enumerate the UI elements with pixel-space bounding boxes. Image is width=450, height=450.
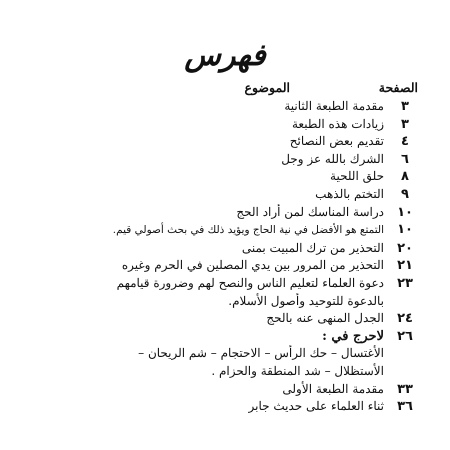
entry-title: لاحرج في : <box>322 328 384 344</box>
entry-page-number: ٢٦ <box>397 328 413 344</box>
entry-page-number: ٣٦ <box>397 399 413 415</box>
toc-entry <box>18 186 418 204</box>
entry-title: الشرك بالله عز وجل <box>281 151 384 166</box>
entry-page-number: ٣ <box>401 116 409 132</box>
toc-entry <box>18 398 418 416</box>
toc-entry-continuation <box>18 363 418 381</box>
entry-page-number: ٢٤ <box>397 311 413 327</box>
entry-title: التحذير من ترك المبيت بمنى <box>241 240 384 255</box>
page-column-header: الصفحة <box>378 80 418 95</box>
entry-title: الجدل المنهى عنه بالحج <box>266 311 384 326</box>
toc-entry-continuation <box>18 345 418 363</box>
toc-entry <box>18 133 418 151</box>
toc-entry <box>18 98 418 116</box>
entry-title: التختم بالذهب <box>315 186 384 201</box>
toc-entry <box>18 204 418 222</box>
entry-page-number: ٩ <box>401 186 409 202</box>
entry-page-number: ٨ <box>401 169 409 185</box>
entry-title: مقدمة الطبعة الثانية <box>284 99 384 113</box>
entry-page-number: ٢٣ <box>397 275 413 291</box>
entry-title: دعوة العلماء لتعليم الناس والنصح لهم وضرورة قيامهم <box>116 275 384 290</box>
entry-title: التمتع هو الأفضل في نية الحاج ويؤيد ذلك في بحث أصولي قيم. <box>112 224 384 237</box>
entry-title: حلق اللحية <box>330 169 384 184</box>
toc-entry <box>18 168 418 186</box>
toc-entry <box>18 151 418 169</box>
entry-title: ثناء العلماء على حديث جابر <box>248 399 384 414</box>
entry-title: تقديم بعض النصائح <box>289 134 384 149</box>
entry-title: بالدعوة للتوحيد وأصول الأسلام. <box>228 293 384 308</box>
toc-entry <box>18 116 418 134</box>
subject-column-header: الموضوع <box>244 80 290 95</box>
toc-entry <box>18 310 418 328</box>
toc-entry <box>18 275 418 293</box>
toc-entry <box>18 257 418 275</box>
toc-entries <box>18 98 418 416</box>
entry-title: دراسة المناسك لمن أراد الحج <box>236 204 384 219</box>
entry-title: الأغتسال – حك الرأس – الاحتجام – شم الريحان – <box>138 346 384 361</box>
toc-entry <box>18 221 418 240</box>
entry-title: مقدمة الطبعة الأولى <box>282 381 384 396</box>
entry-page-number: ٦ <box>401 151 409 167</box>
entry-page-number: ١٠ <box>397 204 413 220</box>
entry-title: الأستظلال – شد المنطقة والحزام . <box>211 363 384 378</box>
entry-title: التحذير من المرور بين يدي المصلين في الحرم وغيره <box>121 258 384 273</box>
entry-title: زيادات هذه الطبعة <box>292 116 384 131</box>
page-title: فهرس <box>184 38 266 73</box>
toc-entry <box>18 381 418 399</box>
entry-page-number: ١٠ <box>397 222 413 238</box>
entry-page-number: ٢٠ <box>397 240 413 256</box>
entry-page-number: ٣ <box>401 99 409 114</box>
entry-page-number: ٤ <box>401 134 409 150</box>
entry-page-number: ٣٣ <box>397 381 413 397</box>
toc-entry-continuation <box>18 293 418 311</box>
entry-page-number: ٢١ <box>397 258 413 274</box>
toc-entry <box>18 328 418 346</box>
toc-entry <box>18 240 418 258</box>
